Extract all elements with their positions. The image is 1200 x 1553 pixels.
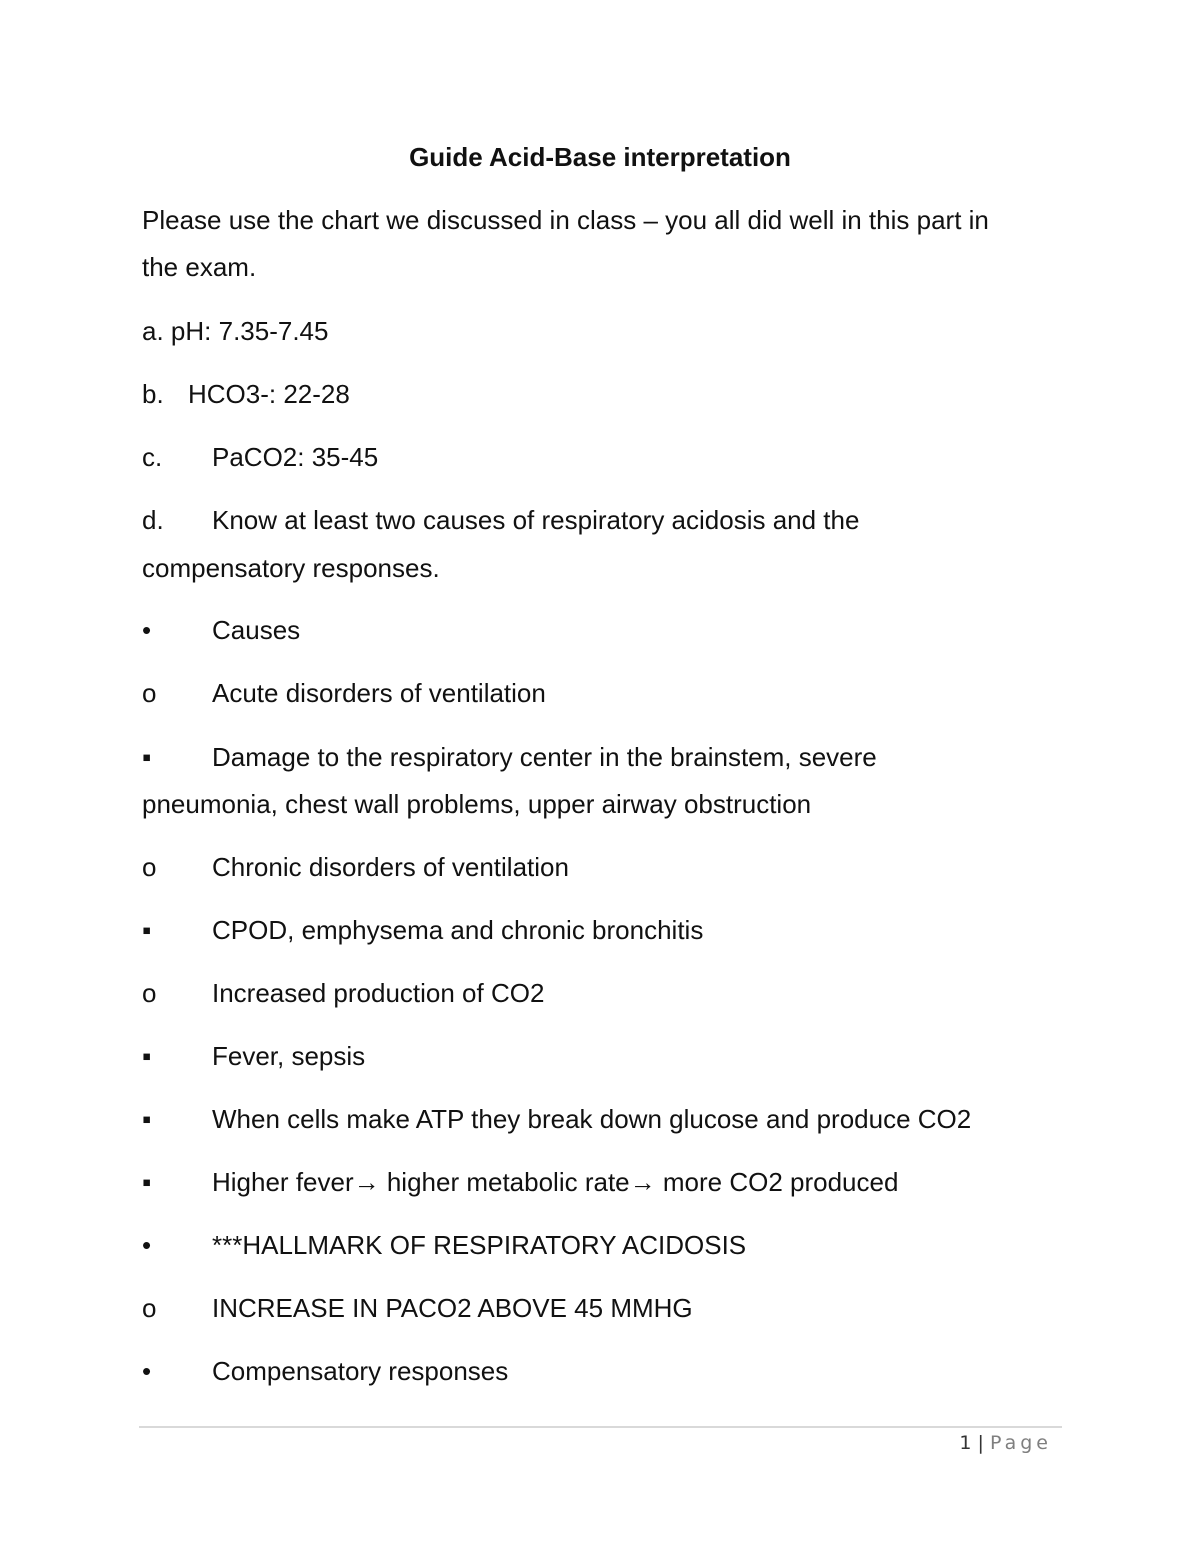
square-bullet-icon: ▪ bbox=[142, 742, 152, 772]
sub-sub-item-fever bbox=[142, 1041, 365, 1071]
circle-bullet-icon: o bbox=[142, 1293, 157, 1323]
document-title: Guide Acid-Base interpretation bbox=[409, 142, 791, 172]
list-item-text: pH: 7.35-7.45 bbox=[170, 316, 329, 346]
bullet-icon: • bbox=[142, 1356, 152, 1386]
list-item-text: CPOD, emphysema and chronic bronchitis bbox=[212, 915, 704, 945]
list-marker: b. bbox=[142, 379, 164, 409]
sub-sub-item-higher-fever bbox=[142, 1167, 898, 1197]
sub-sub-item-damage-continuation: pneumonia, chest wall problems, upper airway obstruction bbox=[142, 789, 812, 819]
page-number: 1 bbox=[959, 1432, 972, 1454]
sub-item-increased-production bbox=[142, 978, 544, 1008]
list-item-text: When cells make ATP they break down glucose and produce CO2 bbox=[212, 1104, 972, 1134]
sub-item-acute bbox=[142, 678, 546, 708]
intro-line-1: Please use the chart we discussed in class – you all did well in this part in bbox=[142, 205, 989, 235]
square-bullet-icon: ▪ bbox=[142, 915, 152, 945]
list-item-text: Compensatory responses bbox=[212, 1356, 509, 1386]
list-item-text: Chronic disorders of ventilation bbox=[212, 852, 569, 882]
list-item-c bbox=[142, 442, 378, 472]
square-bullet-icon: ▪ bbox=[142, 1167, 152, 1197]
list-item-text: Acute disorders of ventilation bbox=[212, 678, 546, 708]
bullet-icon: • bbox=[142, 1230, 152, 1260]
list-marker: d. bbox=[142, 505, 164, 535]
list-item-d-continuation: compensatory responses. bbox=[142, 553, 440, 583]
list-item-text: HCO3-: 22-28 bbox=[188, 379, 350, 409]
list-marker: a. bbox=[142, 316, 164, 346]
intro-line-2: the exam. bbox=[142, 252, 257, 282]
list-item-b bbox=[142, 379, 350, 409]
list-item-text: PaCO2: 35-45 bbox=[212, 442, 379, 472]
list-item-text: ***HALLMARK OF RESPIRATORY ACIDOSIS bbox=[212, 1230, 747, 1260]
circle-bullet-icon: o bbox=[142, 852, 157, 882]
list-item-text: Causes bbox=[212, 615, 301, 645]
list-marker: c. bbox=[142, 442, 163, 472]
sub-item-increase-paco2 bbox=[142, 1293, 693, 1323]
list-item-text: Fever, sepsis bbox=[212, 1041, 366, 1071]
sub-sub-item-atp bbox=[142, 1104, 971, 1134]
list-item-a bbox=[142, 316, 328, 346]
square-bullet-icon: ▪ bbox=[142, 1041, 152, 1071]
circle-bullet-icon: o bbox=[142, 978, 157, 1008]
list-item-text: INCREASE IN PACO2 ABOVE 45 MMHG bbox=[212, 1293, 693, 1323]
page-label: Page bbox=[990, 1432, 1052, 1454]
bullet-icon: • bbox=[142, 615, 152, 645]
bullet-item-compensatory bbox=[142, 1356, 508, 1386]
bullet-item-hallmark bbox=[142, 1230, 746, 1260]
square-bullet-icon: ▪ bbox=[142, 1104, 152, 1134]
sub-sub-item-cpod bbox=[142, 915, 703, 945]
list-item-text: Know at least two causes of respiratory acidosis and the bbox=[212, 505, 860, 535]
bullet-item-causes bbox=[142, 615, 300, 645]
circle-bullet-icon: o bbox=[142, 678, 157, 708]
list-item-d bbox=[142, 505, 859, 535]
page-footer bbox=[959, 1430, 1052, 1456]
footer-divider bbox=[139, 1426, 1062, 1428]
list-item-text: Increased production of CO2 bbox=[212, 978, 545, 1008]
sub-item-chronic bbox=[142, 852, 569, 882]
sub-sub-item-damage bbox=[142, 742, 877, 772]
footer-separator: | bbox=[977, 1432, 984, 1454]
list-item-text: Damage to the respiratory center in the brainstem, severe bbox=[212, 742, 877, 772]
list-item-text: Higher fever→ higher metabolic rate→ more CO2 produced bbox=[212, 1167, 899, 1197]
